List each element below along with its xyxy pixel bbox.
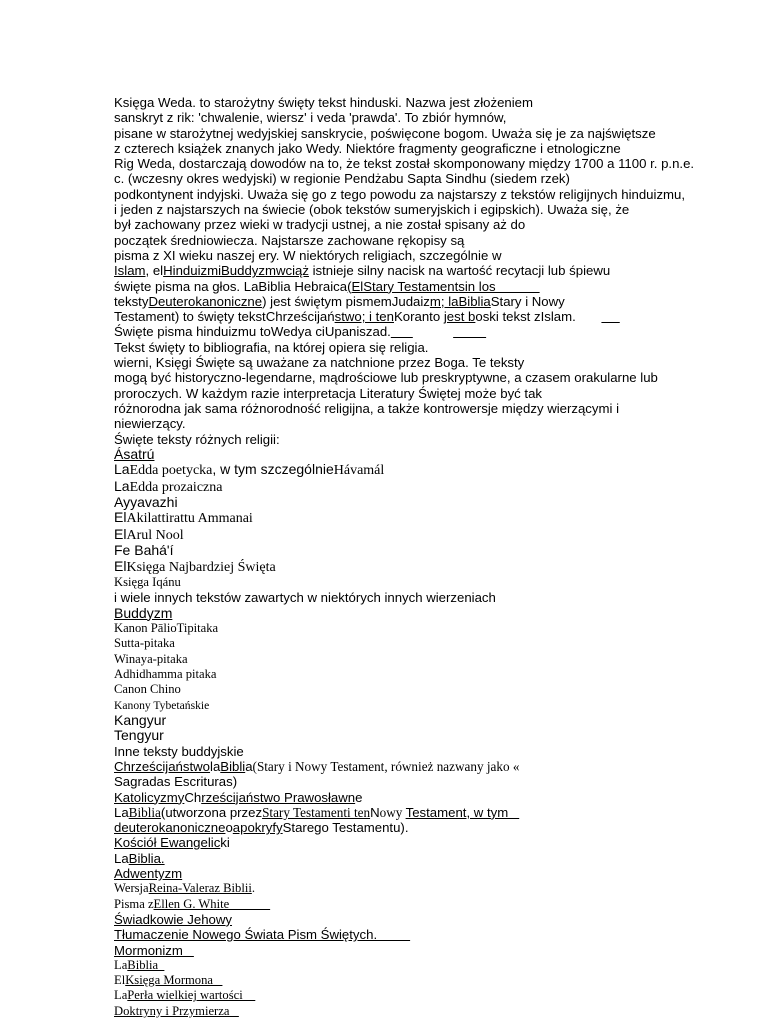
text-line bbox=[114, 897, 694, 912]
text-span: La bbox=[114, 988, 128, 1003]
text-span: z czterech książek znanych jako Wedy. Niektóre fragmenty geograficzne i etnologiczne bbox=[114, 140, 621, 156]
text-span: ) jest świętym pismemJudaiz bbox=[262, 293, 430, 309]
hyperlink[interactable]: Chrześcijaństwo bbox=[114, 758, 211, 774]
text-span: Wersja bbox=[114, 881, 149, 896]
text-line bbox=[114, 187, 694, 202]
text-span: Arul Nool bbox=[126, 527, 184, 543]
text-span: Starego Testamentu). bbox=[282, 820, 409, 836]
text-span: Tengyur bbox=[114, 727, 164, 744]
text-line bbox=[114, 790, 694, 805]
text-line bbox=[114, 606, 694, 621]
text-span: Sutta-pitaka bbox=[114, 636, 175, 651]
text-span: sanskryt z rik: 'chwalenie, wiersz' i veda 'prawda'. To zbiór hymnów, bbox=[114, 110, 507, 126]
document-body bbox=[114, 95, 694, 1019]
text-line bbox=[114, 126, 694, 141]
text-span: La bbox=[114, 461, 130, 478]
text-span: Księga Weda. to starożytny święty tekst hinduski. Nazwa jest złożeniem bbox=[114, 95, 534, 110]
text-span: pisma z XI wieku naszej ery. W niektórych religiach, szczególnie w bbox=[114, 247, 502, 263]
text-line bbox=[114, 171, 694, 186]
hyperlink[interactable]: m; laBiblia bbox=[429, 293, 491, 309]
text-line bbox=[114, 1004, 694, 1019]
text-line bbox=[114, 958, 694, 973]
hyperlink[interactable]: Adwentyzm bbox=[114, 866, 183, 882]
text-line bbox=[114, 309, 694, 324]
text-span bbox=[413, 324, 453, 339]
text-line bbox=[114, 340, 694, 355]
text-line bbox=[114, 805, 694, 820]
text-line bbox=[114, 682, 694, 697]
text-span: Kanon PālioTipitaka bbox=[114, 621, 219, 636]
text-span: podkontynent indyjski. Uważa się go z tego powodu za najstarszy z tekstów religijnych hinduizmu, bbox=[114, 186, 686, 202]
text-span: święte pisma na głos. LaBiblia Hebraica bbox=[114, 278, 348, 294]
text-line bbox=[114, 575, 694, 590]
text-span: N bbox=[370, 804, 380, 820]
text-line bbox=[114, 110, 694, 125]
text-span: Canon Chino bbox=[114, 682, 181, 697]
hyperlink[interactable] bbox=[391, 324, 413, 339]
hyperlink[interactable]: Kościół Ewangelic bbox=[114, 835, 221, 851]
text-line bbox=[114, 973, 694, 988]
hyperlink[interactable]: jest b bbox=[443, 309, 476, 325]
text-span: był zachowany przez wieki w tradycji ustnej, a nie został spisany aż do bbox=[114, 217, 526, 233]
text-line bbox=[114, 759, 694, 774]
text-span: proroczych. W każdym razie interpretacja Literatury Świętej może być tak bbox=[114, 385, 543, 401]
text-span: Święte pisma hinduizmu toWedya ciUpaniszad. bbox=[114, 324, 391, 340]
text-line bbox=[114, 652, 694, 667]
text-line bbox=[114, 927, 694, 942]
hyperlink[interactable]: Stary Testamenti ten bbox=[262, 804, 371, 820]
hyperlink[interactable]: Testament, w tym bbox=[405, 804, 520, 820]
text-span: Hávamál bbox=[333, 463, 385, 479]
text-span: niewierzący. bbox=[114, 416, 186, 432]
hyperlink[interactable]: Ellen G. White bbox=[153, 896, 271, 911]
text-span: i wiele innych tekstów zawartych w niektórych innych wierzeniach bbox=[114, 590, 496, 606]
text-line bbox=[114, 621, 694, 636]
hyperlink[interactable]: Księga Mormona bbox=[125, 973, 223, 988]
text-span: Winaya-pitaka bbox=[114, 651, 188, 666]
text-line bbox=[114, 386, 694, 401]
text-span: a bbox=[245, 758, 253, 774]
text-span: la bbox=[210, 758, 221, 774]
text-span: mogą być historyczno-legendarne, mądrościowe lub preskryptywne, a czasem orakularne lub bbox=[114, 370, 658, 386]
hyperlink[interactable]: rześcijaństwo Prawosławn bbox=[201, 789, 356, 805]
text-line bbox=[114, 156, 694, 171]
text-line bbox=[114, 324, 694, 339]
text-span: . bbox=[251, 881, 255, 896]
hyperlink[interactable]: Bibli bbox=[220, 758, 246, 774]
text-line bbox=[114, 263, 694, 278]
text-line bbox=[114, 141, 694, 156]
text-line bbox=[114, 943, 694, 958]
text-span: Księga Iqánu bbox=[114, 575, 181, 590]
text-line bbox=[114, 543, 694, 558]
text-line bbox=[114, 355, 694, 370]
text-span: Kangyur bbox=[114, 711, 167, 728]
text-line bbox=[114, 835, 694, 850]
text-line bbox=[114, 479, 694, 495]
hyperlink[interactable]: Biblia bbox=[128, 804, 161, 820]
text-span: Stary i Nowy bbox=[490, 293, 565, 309]
hyperlink[interactable]: Buddyzm bbox=[114, 604, 173, 621]
text-span: i jeden z najstarszych na świecie (obok tekstów sumeryjskich i egipskich). Uważa się, że bbox=[114, 202, 630, 218]
text-span: Adhidhamma pitaka bbox=[114, 666, 217, 681]
text-line bbox=[114, 279, 694, 294]
text-span: Edda poetycka bbox=[129, 463, 213, 479]
text-span: wierni, Księgi Święte są uważane za natchnione przez Boga. Te teksty bbox=[114, 355, 525, 371]
text-line bbox=[114, 416, 694, 431]
text-line bbox=[114, 95, 694, 110]
text-span: La bbox=[114, 850, 129, 866]
text-span: o bbox=[225, 820, 233, 836]
text-span: Księga Najbardziej Święta bbox=[126, 559, 276, 575]
text-line bbox=[114, 462, 694, 478]
text-line bbox=[114, 774, 694, 789]
text-line bbox=[114, 912, 694, 927]
text-span: El bbox=[114, 509, 127, 526]
hyperlink[interactable]: Świadkowie Jehowy bbox=[114, 911, 233, 927]
text-span: Ch bbox=[184, 789, 202, 805]
text-span: Testament) to święty tekstChrześcijań bbox=[114, 309, 335, 325]
hyperlink[interactable]: Mormonizm bbox=[114, 942, 194, 958]
hyperlink[interactable]: Perła wielkiej wartości bbox=[127, 988, 256, 1003]
hyperlink[interactable]: deuterokanoniczne bbox=[114, 820, 226, 836]
text-span: Akilattirattu Ammanai bbox=[126, 511, 253, 527]
text-span: c. (wczesny okres wedyjski) w regionie Pendżabu Sapta Sindhu (siedem rzek) bbox=[114, 171, 570, 187]
hyperlink[interactable]: Tłumaczenie Nowego Świata Pism Świętych. bbox=[114, 927, 411, 943]
hyperlink[interactable]: Doktryny i Przymierza bbox=[114, 1003, 239, 1018]
text-line bbox=[114, 401, 694, 416]
text-line bbox=[114, 667, 694, 682]
text-line bbox=[114, 527, 694, 543]
text-line bbox=[114, 744, 694, 759]
text-span: początek średniowiecza. Najstarsze zachowane rękopisy są bbox=[114, 232, 465, 248]
hyperlink[interactable]: HinduizmiBuddyzmwciąż bbox=[163, 263, 309, 279]
text-span: owy bbox=[379, 804, 406, 820]
text-span: El bbox=[114, 525, 127, 542]
text-line bbox=[114, 294, 694, 309]
text-span: La bbox=[114, 957, 128, 972]
text-line bbox=[114, 713, 694, 728]
text-line bbox=[114, 495, 694, 510]
text-line bbox=[114, 217, 694, 232]
text-span: różnorodna jak sama różnorodność religijna, a także kontrowersje między wierzącymi i bbox=[114, 400, 620, 416]
text-line bbox=[114, 866, 694, 881]
text-span: Sagradas Escrituras) bbox=[114, 774, 238, 790]
text-line bbox=[114, 728, 694, 743]
text-span: pisane w starożytnej wedyjskiej sanskrycie, poświęcone bogom. Uważa się je za najświętsze bbox=[114, 125, 656, 141]
text-line bbox=[114, 881, 694, 896]
hyperlink[interactable]: Deuterokanoniczne bbox=[148, 293, 263, 309]
text-line bbox=[114, 559, 694, 575]
text-span: Rig Weda, dostarczają dowodów na to, że tekst został skomponowany między 1700 a 1100 r. p.n.e. bbox=[114, 156, 695, 172]
text-line bbox=[114, 233, 694, 248]
text-span: El bbox=[114, 973, 126, 988]
text-span: El bbox=[114, 557, 127, 574]
text-span: Tekst święty to bibliografia, na której opiera się religia. bbox=[114, 339, 429, 355]
text-span: La bbox=[114, 804, 129, 820]
text-span: Fe Bahá'í bbox=[114, 542, 174, 559]
text-span: e bbox=[355, 789, 363, 805]
text-span: oski tekst zIslam. bbox=[475, 309, 602, 325]
hyperlink[interactable]: Katolicyzmy bbox=[114, 789, 185, 805]
text-line bbox=[114, 370, 694, 385]
hyperlink[interactable]: Islam bbox=[114, 263, 146, 279]
text-span: , el bbox=[145, 263, 164, 279]
hyperlink[interactable] bbox=[453, 324, 486, 339]
text-span: Kanony Tybetańskie bbox=[114, 698, 210, 712]
hyperlink[interactable] bbox=[601, 309, 619, 324]
text-line bbox=[114, 820, 694, 835]
text-span: istnieje silny nacisk na wartość recytacji lub śpiewu bbox=[308, 263, 611, 279]
text-span: Inne teksty buddyjskie bbox=[114, 743, 244, 759]
text-line bbox=[114, 851, 694, 866]
text-line bbox=[114, 988, 694, 1003]
text-line bbox=[114, 698, 694, 713]
text-line bbox=[114, 636, 694, 651]
hyperlink[interactable]: stwo; i ten bbox=[334, 309, 394, 325]
text-span: teksty bbox=[114, 293, 149, 309]
text-line bbox=[114, 510, 694, 526]
text-line bbox=[114, 432, 694, 447]
text-line bbox=[114, 202, 694, 217]
hyperlink[interactable]: Reina-Valeraz Biblii bbox=[148, 881, 252, 896]
text-span: Święte teksty różnych religii: bbox=[114, 431, 280, 447]
text-span: ki bbox=[220, 835, 230, 851]
text-span: Koranto bbox=[393, 309, 444, 325]
text-span: Ayyavazhi bbox=[114, 494, 178, 511]
text-span: (utworzona przez bbox=[160, 804, 263, 820]
text-span: Pisma z bbox=[114, 896, 154, 911]
hyperlink[interactable]: Ásatrú bbox=[114, 445, 155, 462]
hyperlink[interactable]: apokryfy bbox=[232, 820, 283, 836]
text-span: (Stary i Nowy Testament, również nazwany jako « bbox=[252, 758, 520, 774]
text-line bbox=[114, 248, 694, 263]
text-span: La bbox=[114, 477, 130, 494]
text-span: Edda prozaiczna bbox=[129, 479, 223, 495]
text-span: , w tym szczególnie bbox=[212, 461, 334, 478]
text-line bbox=[114, 590, 694, 605]
hyperlink[interactable]: (ElStary Testamentsin los bbox=[347, 278, 540, 294]
text-line bbox=[114, 447, 694, 462]
hyperlink[interactable]: Biblia. bbox=[128, 850, 165, 866]
hyperlink[interactable]: Biblia bbox=[127, 957, 165, 972]
